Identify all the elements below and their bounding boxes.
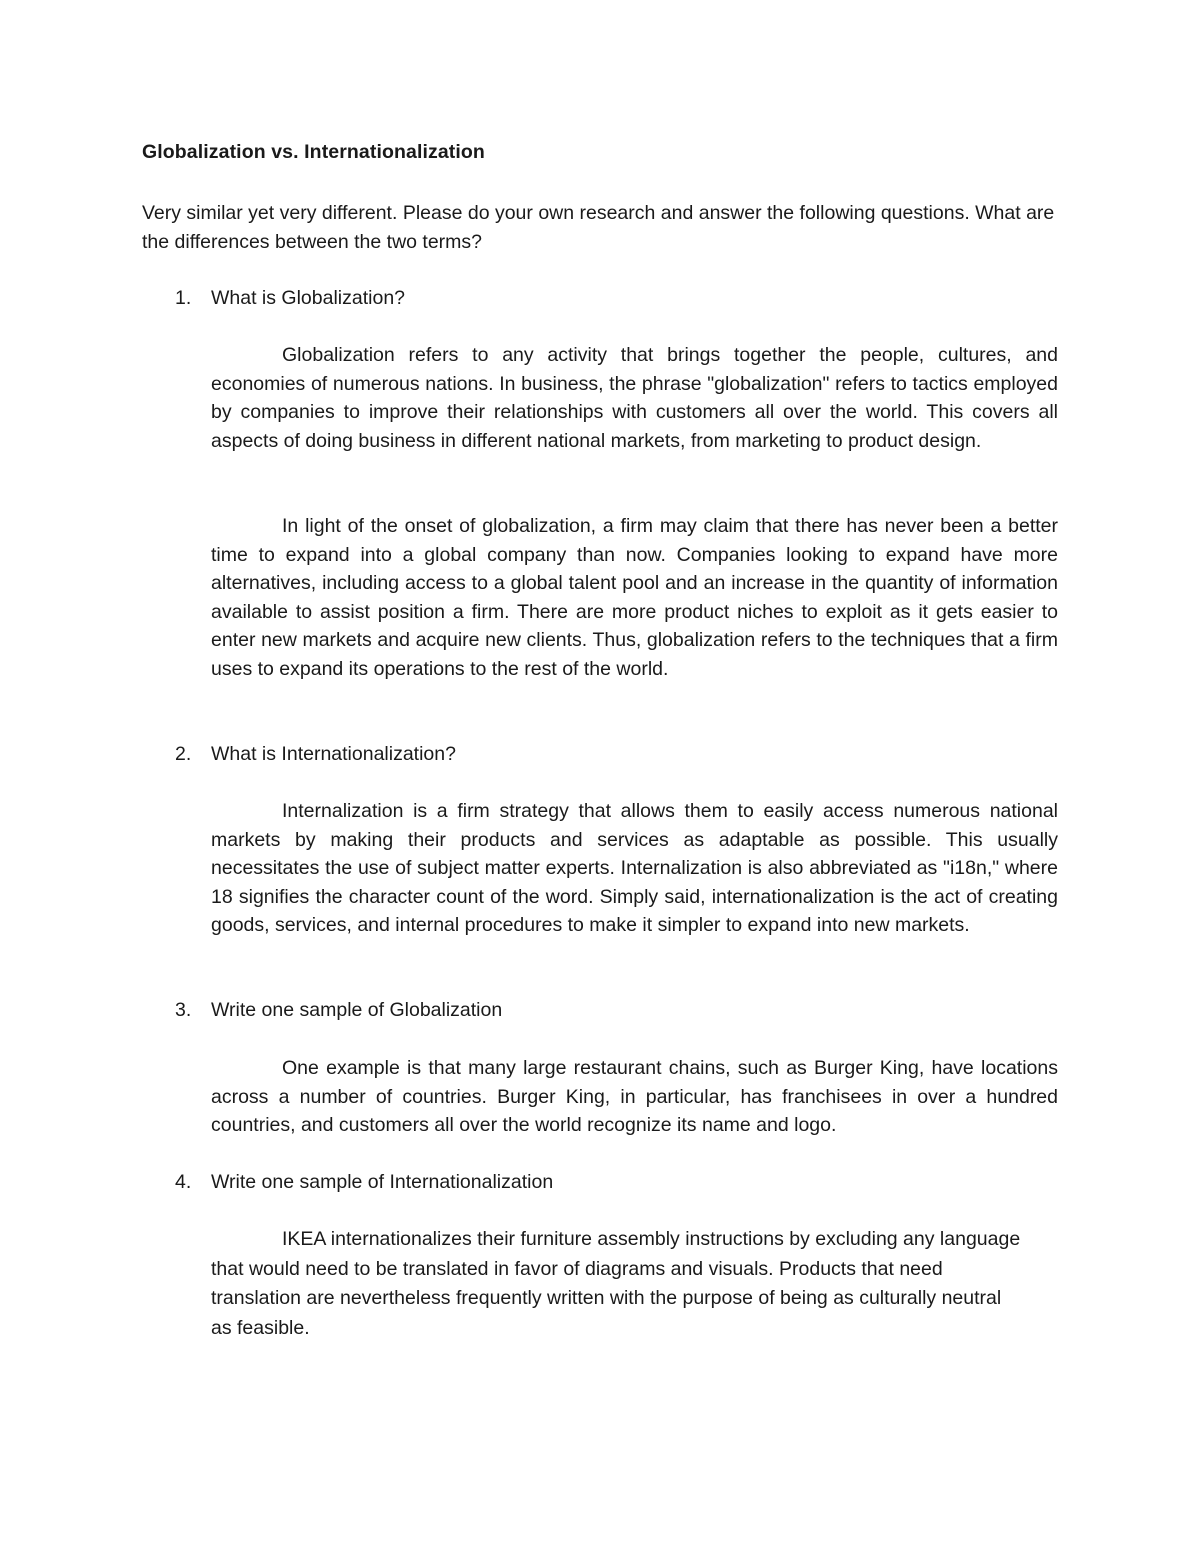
question-text: Write one sample of Globalization [211,999,503,1021]
question-number: 1. [175,287,192,309]
question-3 [175,996,502,1025]
question-number: 4. [175,1171,192,1193]
answer-2-paragraph: Internalization is a firm strategy that allows them to easily access numerous national markets by making their products and services as adaptable as possible. This usually necessitates the use of subject matter experts. Internalization is also abbreviated as "i18n," where 18 signifies the character count of the word. Simply said, internationalization is the act of creating goods, services, and internal procedures to make it simpler to expand into new markets. [211,800,1058,936]
question-text: What is Globalization? [211,287,406,309]
question-1 [175,284,405,313]
question-number: 2. [175,743,192,765]
question-text: What is Internationalization? [211,743,456,765]
question-text: Write one sample of Internationalization [211,1171,554,1193]
question-number: 3. [175,999,192,1021]
question-2 [175,740,456,769]
intro-paragraph: Very similar yet very different. Please do your own research and answer the following questions. What are the differences between the two terms? [142,202,1055,253]
answer-3-paragraph: One example is that many large restaurant chains, such as Burger King, have locations across a number of countries. Burger King, in particular, has franchisees in over a hundred countries, and customers all over the world recognize its name and logo. [211,1057,1058,1136]
question-4 [175,1168,553,1197]
answer-1-paragraph-2: In light of the onset of globalization, a firm may claim that there has never been a better time to expand into a global company than now. Companies looking to expand have more alternatives, including access to a global talent pool and an increase in the quantity of information available to assist position a firm. There are more product niches to exploit as it gets easier to enter new markets and acquire new clients. Thus, globalization refers to the techniques that a firm uses to expand its operations to the rest of the world. [211,515,1058,680]
answer-4-paragraph: IKEA internationalizes their furniture assembly instructions by excluding any language that would need to be translated in favor of diagrams and visuals. Products that need translation are nevertheless frequently written with the purpose of being as culturally neutral as feasible. [211,1228,1021,1339]
answer-1-paragraph-1: Globalization refers to any activity that brings together the people, cultures, and economies of numerous nations. In business, the phrase "globalization" refers to tactics employed by companies to improve their relationships with customers all over the world. This covers all aspects of doing business in different national markets, from marketing to product design. [211,344,1058,452]
document-title: Globalization vs. Internationalization [142,141,485,163]
